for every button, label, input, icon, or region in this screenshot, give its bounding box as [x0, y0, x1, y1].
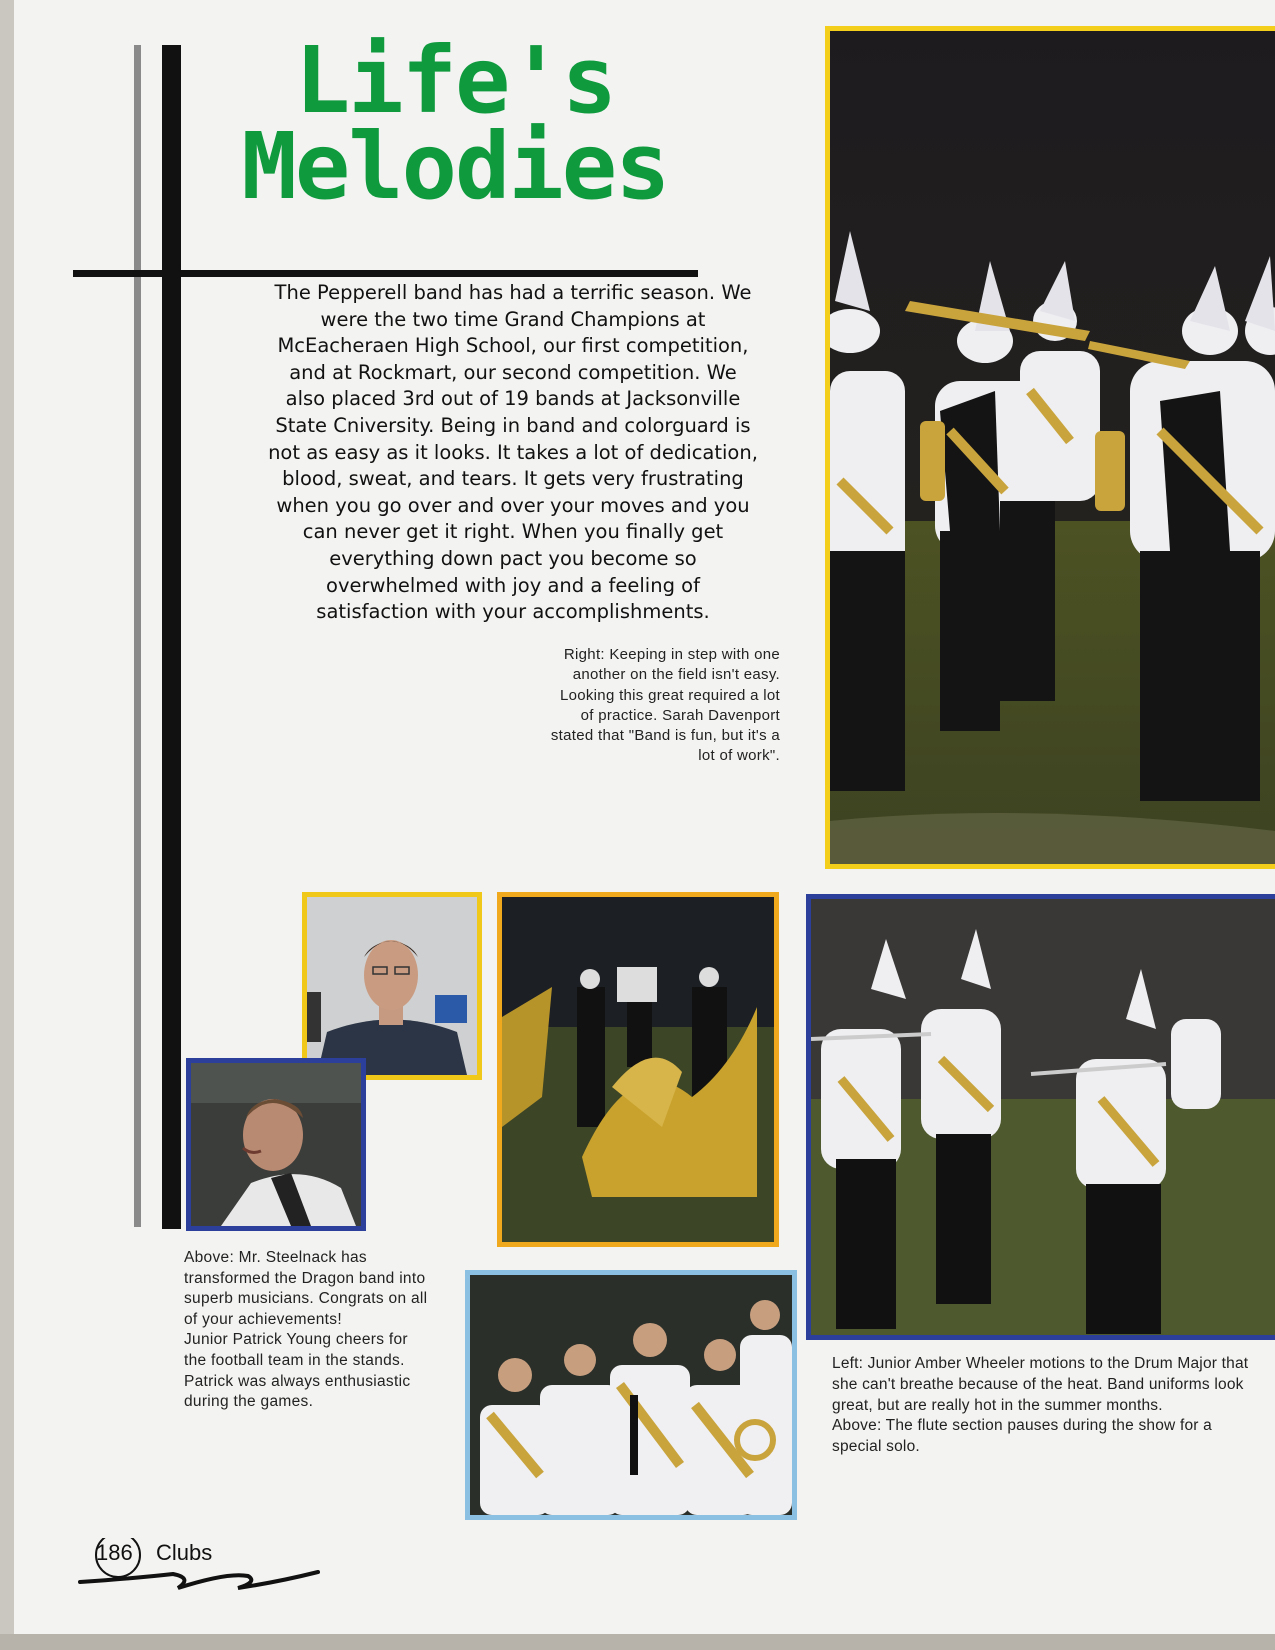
- page-title: [195, 27, 715, 220]
- caption-left: [832, 1354, 1260, 1458]
- photo-band-in-stands: [465, 1270, 797, 1520]
- teacher-portrait-image: [307, 897, 477, 1075]
- decorative-black-rule: [162, 45, 181, 1229]
- page-spine: [0, 0, 14, 1650]
- flute-section-image: [811, 899, 1275, 1335]
- title-line-1: Life's: [294, 27, 616, 134]
- section-label: Clubs: [156, 1540, 213, 1565]
- colorguard-image: [502, 897, 774, 1242]
- decorative-gray-rule: [134, 45, 141, 1227]
- photo-colorguard: [497, 892, 779, 1247]
- caption-above-patrick: Junior Patrick Young cheers for the football team in the stands. Patrick was always enthusiastic during the games.: [184, 1331, 411, 1411]
- title-line-2: Melodies: [241, 113, 669, 220]
- patrick-young-image: [191, 1063, 361, 1226]
- page-folio: [78, 1538, 338, 1598]
- page-number: 186: [96, 1540, 133, 1565]
- photo-marching-band: [825, 26, 1275, 869]
- caption-left-flute: Above: The flute section pauses during the show for a special solo.: [832, 1417, 1212, 1456]
- caption-right: Right: Keeping in step with one another on the field isn't easy. Looking this great required a lot of practice. Sarah Davenport stated that "Band is fun, but it's a lot of work".: [550, 646, 780, 765]
- photo-patrick-young: [186, 1058, 366, 1231]
- page-bottom-edge: [0, 1634, 1275, 1650]
- photo-mr-steelnack: [302, 892, 482, 1080]
- decorative-horizontal-rule: [73, 270, 698, 277]
- caption-above: [184, 1248, 434, 1413]
- caption-left-amber: Left: Junior Amber Wheeler motions to the Drum Major that she can't breathe because of the heat. Band uniforms look great, but are really hot in the summer months.: [832, 1355, 1249, 1414]
- caption-above-teacher: Above: Mr. Steelnack has transformed the Dragon band into superb musicians. Congrats on all of your achievements!: [184, 1249, 428, 1328]
- band-in-stands-image: [470, 1275, 792, 1515]
- marching-band-image: [830, 31, 1275, 864]
- photo-flute-section: [806, 894, 1275, 1340]
- body-copy: The Pepperell band has had a terrific season. We were the two time Grand Champions at McEacheraen High School, our first competition, and at Rockmart, our second competition. We also placed 3rd out of 19 bands at Jacksonville State Cniversity. Being in band and colorguard is not as easy as it looks. It takes a lot of dedication, blood, sweat, and tears. It gets very frustrating when you go over and over your moves and you can never get it right. When you finally get everything down pact you become so overwhelmed with joy and a feeling of satisfaction with your accomplishments.: [268, 281, 758, 624]
